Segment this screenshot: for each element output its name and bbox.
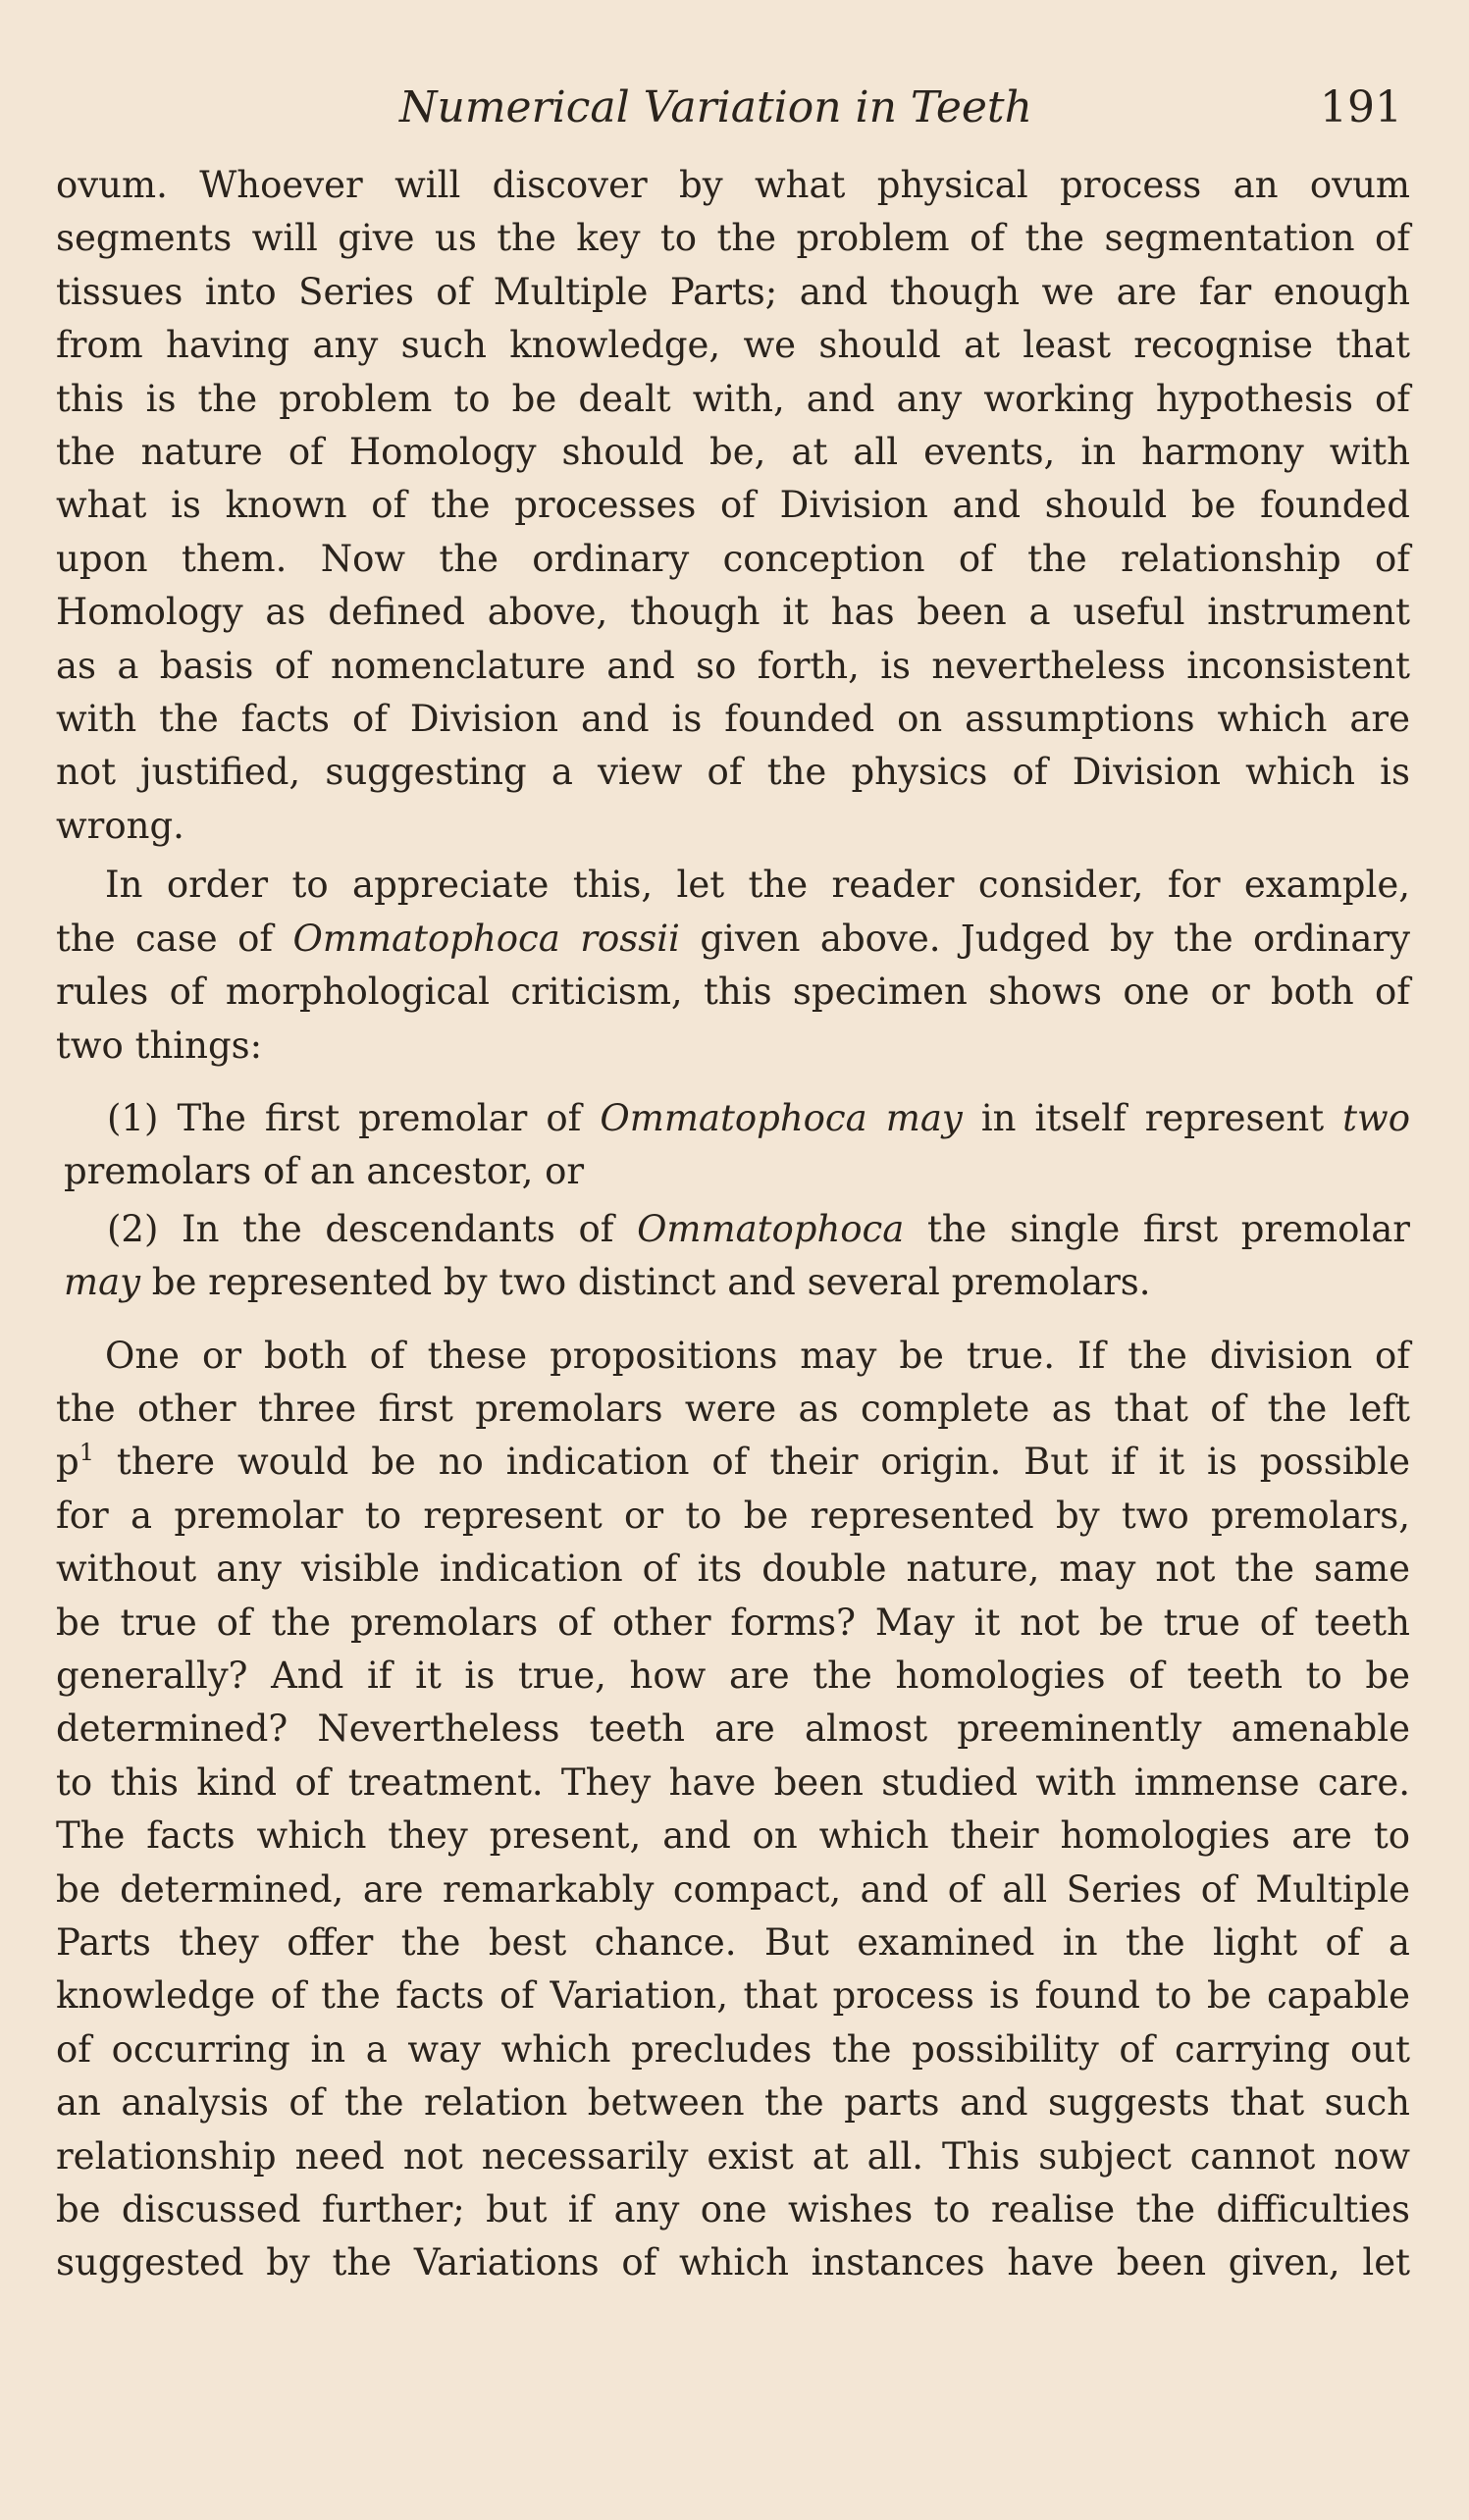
book-page [56,79,1410,2290]
tooth-symbol: p [56,1441,79,1484]
text-line: suggested by the Variations of which instances have been given, let [56,2241,1410,2284]
text-line: without any visible indication of its double nature, may not the same [56,1548,1410,1591]
text-line: what is known of the processes of Division and should be founded [56,484,1410,527]
paragraph-text: One or both of these propositions may be true. If the division of [105,1334,1410,1377]
text-line [56,1330,1410,1383]
text-line: the other three first premolars were as complete as that of the left [56,1387,1410,1430]
paragraph-3 [56,1330,1410,2290]
text-line: as a basis of nomenclature and so forth, is nevertheless inconsistent [56,644,1410,687]
text-line [56,913,1410,966]
text-line: The facts which they present, and on which their homologies are to [56,1814,1410,1858]
list-item-1 [64,1092,1410,1199]
text-line [56,1436,1410,1489]
text-line [56,859,1410,912]
text-line: knowledge of the facts of Variation, that process is found to be capable [56,1974,1410,2018]
text-line: be determined, are remarkably compact, and of all Series of Multiple [56,1867,1410,1911]
text-line: rules of morphological criticism, this specimen shows one or both of [56,971,1410,1014]
species-name: Ommatophoca rossii [292,917,680,960]
emphasis: two [1342,1096,1410,1139]
running-head [56,79,1410,137]
text-line: wrong. [56,804,184,847]
list-text: (2) In the descendants of [107,1207,638,1250]
emphasis: may [64,1261,141,1304]
species-name: Ommatophoca may [600,1096,963,1139]
text-line: tissues into Series of Multiple Parts; and though we are far enough [56,270,1410,313]
list-item-2 [64,1203,1410,1310]
text-line [64,1092,1410,1145]
species-name: Ommatophoca [637,1207,905,1250]
text-line: ovum. Whoever will discover by what physical process an ovum [56,164,1410,206]
page-number: 191 [1320,82,1402,132]
list-text: (1) The first premolar of [107,1096,601,1139]
superscript: 1 [79,1439,94,1467]
paragraph-2 [56,859,1410,1073]
list-text: the single first premolar [904,1207,1410,1250]
text-line: to this kind of treatment. They have been studied with immense care. [56,1760,1410,1804]
paragraph-text: given above. Judged by the ordinary [679,917,1410,960]
text-line: the nature of Homology should be, at all events, in harmony with [56,431,1410,474]
numbered-list [56,1092,1410,1310]
text-line: be discussed further; but if any one wishes to realise the difficulties [56,2188,1410,2231]
paragraph-text: the case of [56,917,293,960]
paragraph-text: In order to appreciate this, let the reader consider, for example, [105,864,1410,907]
text-line: Homology as defined above, though it has been a useful instrument [56,591,1410,634]
text-line: be true of the premolars of other forms? May it not be true of teeth [56,1601,1410,1644]
text-line: upon them. Now the ordinary conception of the relationship of [56,537,1410,580]
paragraph-text: there would be no indication of their origin. But if it is possible [93,1441,1410,1484]
text-line: Parts they offer the best chance. But examined in the light of a [56,1921,1410,1964]
text-line [64,1256,1410,1309]
running-title: Numerical Variation in Teeth [399,82,1032,132]
text-line: of occurring in a way which precludes the possibility of carrying out [56,2027,1410,2071]
text-line: premolars of an ancestor, or [64,1150,585,1193]
text-line: with the facts of Division and is founded on assumptions which are [56,698,1410,741]
text-line: from having any such knowledge, we should at least recognise that [56,324,1410,367]
text-line [64,1203,1410,1256]
text-line: relationship need not necessarily exist at all. This subject cannot now [56,2134,1410,2178]
list-text: be represented by two distinct and several premolars. [140,1261,1151,1304]
text-line: this is the problem to be dealt with, and any working hypothesis of [56,377,1410,420]
text-line: for a premolar to represent or to be represented by two premolars, [56,1494,1410,1537]
paragraph-1 [56,159,1410,853]
text-line: segments will give us the key to the problem of the segmentation of [56,217,1410,260]
text-line: determined? Nevertheless teeth are almost preeminently amenable [56,1707,1410,1751]
text-line: two things: [56,1024,263,1067]
text-line: an analysis of the relation between the parts and suggests that such [56,2081,1410,2125]
text-line: not justified, suggesting a view of the physics of Division which is [56,751,1410,794]
text-line: generally? And if it is true, how are the homologies of teeth to be [56,1654,1410,1697]
list-text: in itself represent [962,1096,1343,1139]
